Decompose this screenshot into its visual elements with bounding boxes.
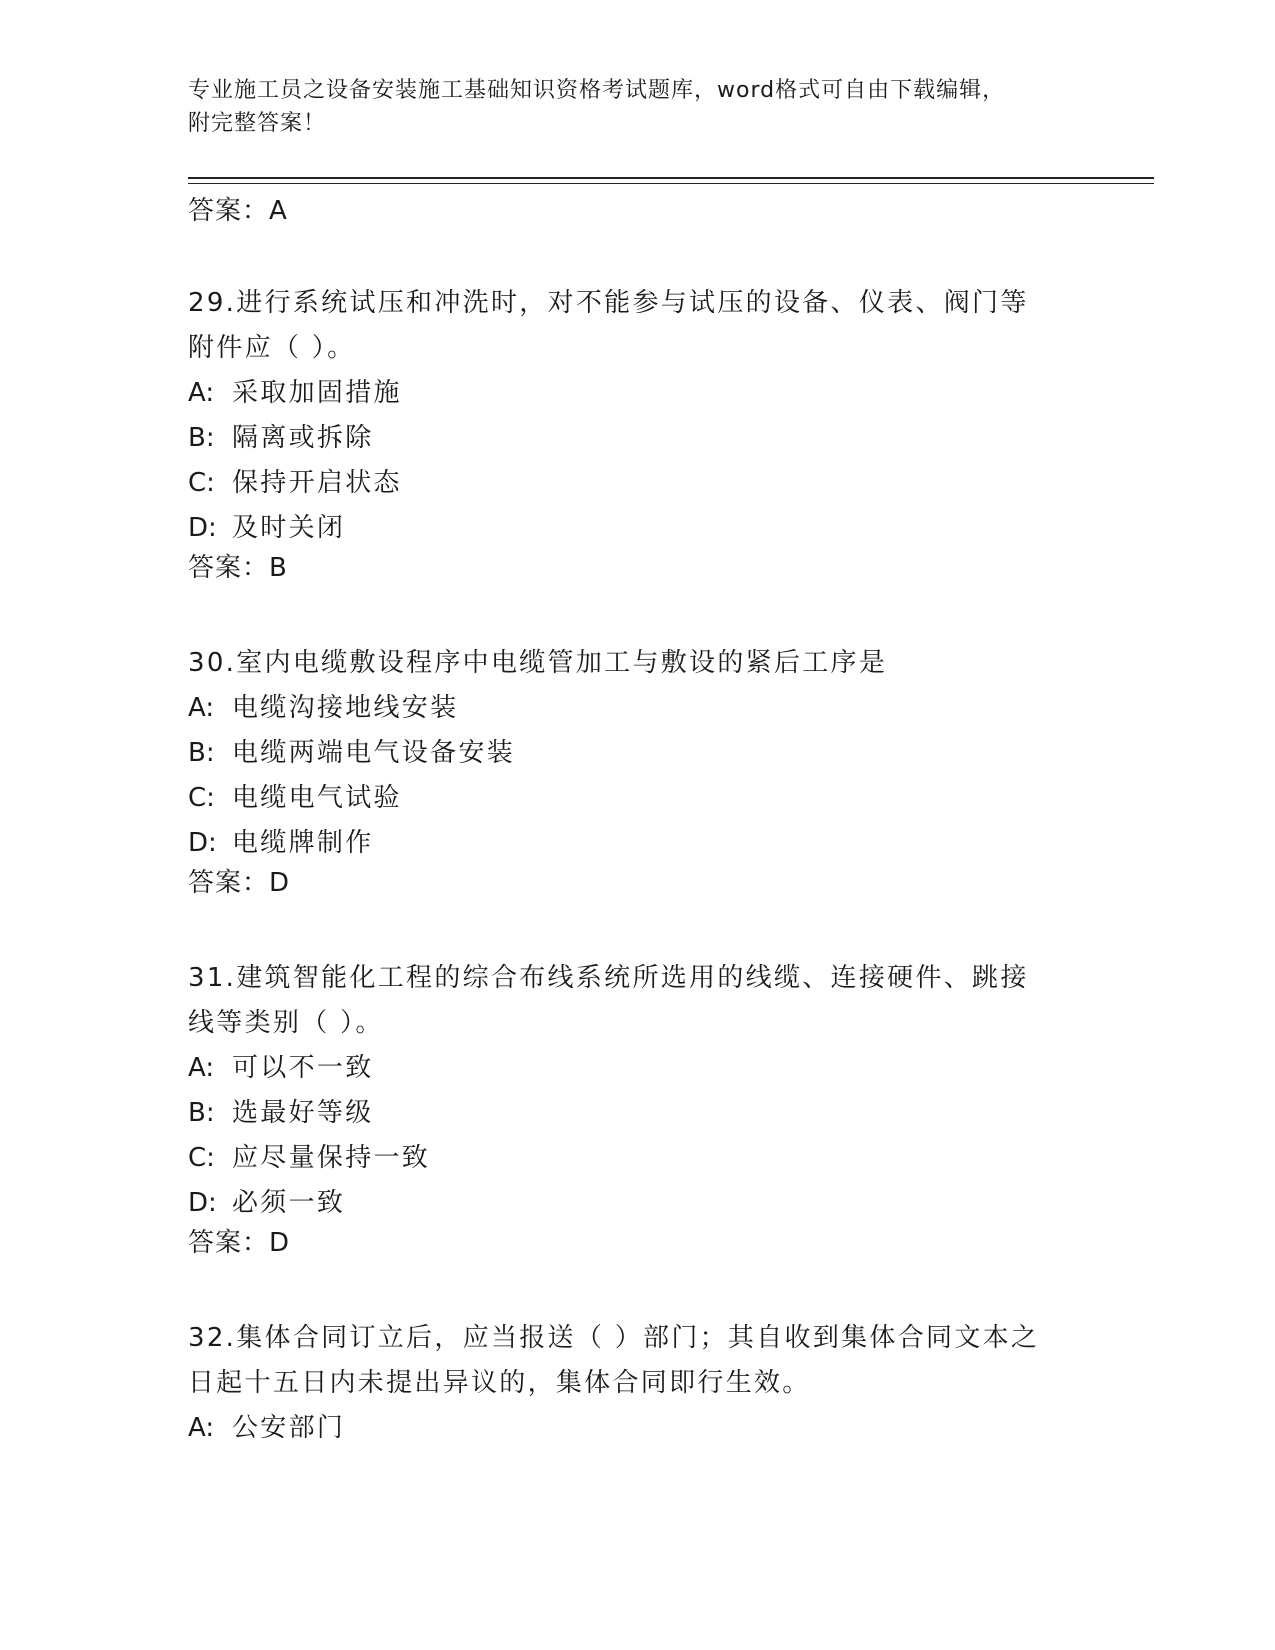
header-rule-thin	[188, 183, 1154, 184]
option-text: 采取加固措施	[232, 378, 402, 408]
option-letter: A:	[188, 378, 215, 408]
option-text: 电缆沟接地线安装	[232, 693, 459, 723]
answer-value: D	[269, 1228, 290, 1258]
answer-label: 答案：	[188, 1228, 270, 1258]
option-letter: C:	[188, 468, 215, 498]
option-text: 保持开启状态	[232, 468, 402, 498]
question-block	[188, 641, 1148, 900]
option-text: 公安部门	[232, 1413, 346, 1443]
question-stem: 29.进行系统试压和冲洗时，对不能参与试压的设备、仪表、阀门等附件应（ ）。	[188, 288, 1029, 363]
answer-line	[188, 1226, 1148, 1260]
option-letter: B:	[188, 738, 215, 768]
option-a	[188, 686, 1148, 731]
option-b	[188, 731, 1148, 776]
option-d	[188, 506, 1148, 551]
option-letter: D:	[188, 513, 217, 543]
answer-line	[188, 194, 1148, 228]
option-text: 电缆牌制作	[232, 828, 374, 858]
answer-value: A	[269, 196, 287, 226]
option-text: 选最好等级	[232, 1098, 374, 1128]
question-block	[188, 281, 1148, 585]
header-rule-thick	[188, 177, 1154, 179]
option-a	[188, 1046, 1148, 1091]
option-text: 及时关闭	[232, 513, 346, 543]
option-text: 应尽量保持一致	[232, 1143, 431, 1173]
answer-value: D	[269, 868, 290, 898]
answer-value: B	[269, 553, 287, 583]
option-d	[188, 1181, 1148, 1226]
question-block	[188, 1316, 1148, 1451]
option-letter: B:	[188, 1098, 215, 1128]
option-a	[188, 1406, 1148, 1451]
answer-label: 答案：	[188, 868, 270, 898]
question-stem: 32.集体合同订立后，应当报送（ ）部门；其自收到集体合同文本之日起十五日内未提出异议的，集体合同即行生效。	[188, 1323, 1040, 1398]
option-letter: A:	[188, 1413, 215, 1443]
option-text: 电缆两端电气设备安装	[232, 738, 516, 768]
option-letter: D:	[188, 1188, 217, 1218]
option-b	[188, 416, 1148, 461]
answer-label: 答案：	[188, 553, 270, 583]
answer-line	[188, 551, 1148, 585]
header-line-1: 专业施工员之设备安装施工基础知识资格考试题库，word格式可自由下载编辑，	[188, 78, 1006, 103]
option-text: 隔离或拆除	[232, 423, 374, 453]
question-stem: 31.建筑智能化工程的综合布线系统所选用的线缆、连接硬件、跳接线等类别（ ）。	[188, 963, 1029, 1038]
spacer	[188, 228, 1148, 281]
option-c	[188, 776, 1148, 821]
option-c	[188, 461, 1148, 506]
option-text: 必须一致	[232, 1188, 346, 1218]
option-letter: C:	[188, 1143, 215, 1173]
option-letter: A:	[188, 693, 215, 723]
spacer	[188, 585, 1148, 641]
option-text: 可以不一致	[232, 1053, 374, 1083]
header-line-2: 附完整答案！	[188, 111, 327, 136]
option-letter: D:	[188, 828, 217, 858]
option-a	[188, 371, 1148, 416]
spacer	[188, 900, 1148, 956]
option-text: 电缆电气试验	[232, 783, 402, 813]
answer-label: 答案：	[188, 196, 270, 226]
option-d	[188, 821, 1148, 866]
question-stem: 30.室内电缆敷设程序中电缆管加工与敷设的紧后工序是	[188, 648, 888, 678]
option-c	[188, 1136, 1148, 1181]
question-block	[188, 956, 1148, 1260]
option-letter: A:	[188, 1053, 215, 1083]
answer-line	[188, 866, 1148, 900]
option-letter: B:	[188, 423, 215, 453]
document-header	[188, 74, 1088, 140]
question-list	[188, 194, 1148, 1451]
spacer	[188, 1260, 1148, 1316]
option-letter: C:	[188, 783, 215, 813]
option-b	[188, 1091, 1148, 1136]
